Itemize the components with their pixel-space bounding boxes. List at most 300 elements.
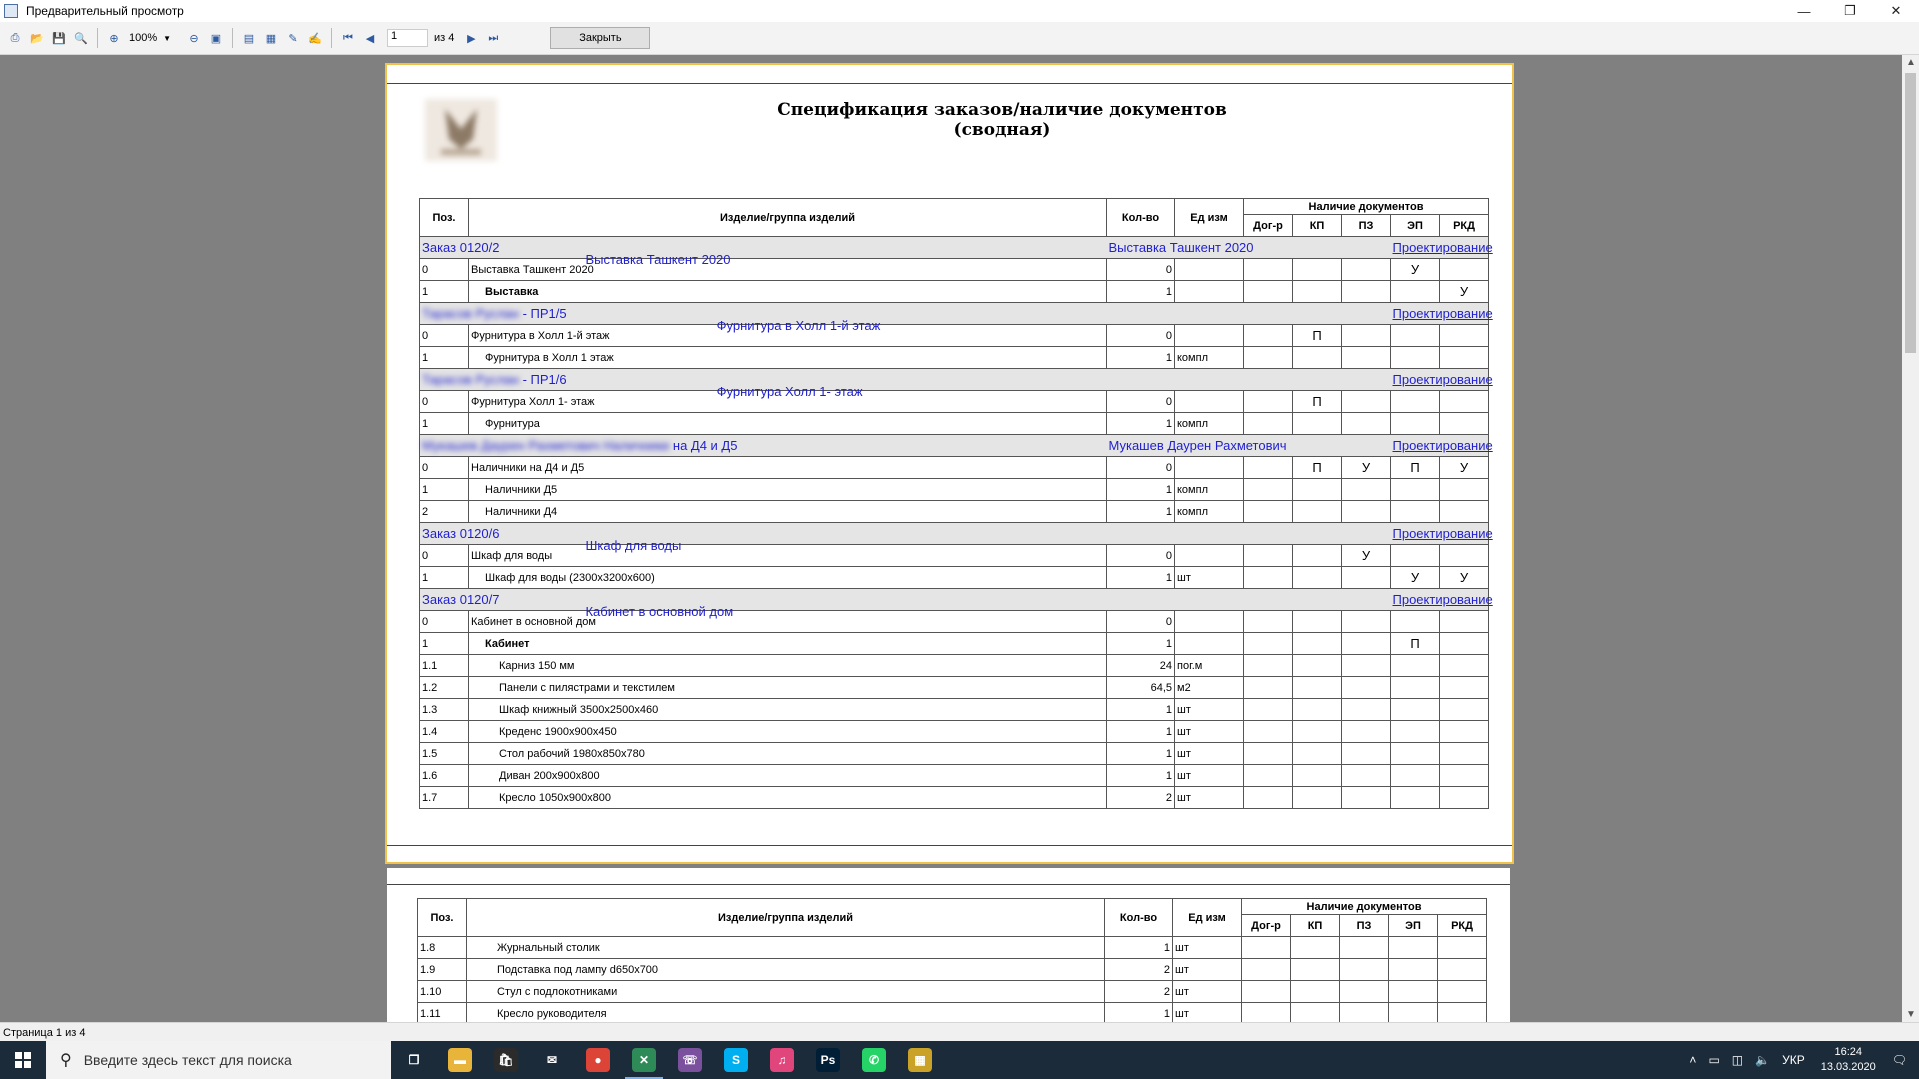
zoom-value: 100%	[129, 32, 158, 44]
order-group-row	[420, 303, 1489, 325]
order-person-cell	[1107, 589, 1391, 611]
rkd-status-cell	[1440, 259, 1489, 281]
kp-status-cell	[1291, 981, 1340, 1003]
kp-status-cell	[1293, 787, 1342, 809]
dog-status-cell	[1244, 545, 1293, 567]
taskbar-app[interactable]	[897, 1041, 943, 1079]
item-cell: Наличники на Д4 и Д5	[469, 457, 1107, 479]
order-name: Фурнитура в Холл 1-й этаж	[716, 318, 881, 333]
search-placeholder: Введите здесь текст для поиска	[83, 1052, 292, 1068]
rkd-status-cell	[1440, 765, 1489, 787]
kp-status-cell: П	[1293, 325, 1342, 347]
qty-cell: 24	[1107, 655, 1175, 677]
report-page-2	[387, 868, 1510, 1028]
ep-status-cell	[1391, 545, 1440, 567]
unit-cell: шт	[1173, 937, 1242, 959]
kp-status-cell	[1293, 655, 1342, 677]
mail-icon: ✉	[540, 1048, 564, 1072]
pz-status-cell	[1342, 699, 1391, 721]
app-icon	[4, 4, 18, 18]
unit-cell: м2	[1175, 677, 1244, 699]
pos-cell: 0	[420, 545, 469, 567]
pos-cell: 1.3	[420, 699, 469, 721]
clock-time: 16:24	[1834, 1046, 1862, 1058]
system-tray	[1683, 1041, 1919, 1079]
order-group-row	[420, 523, 1489, 545]
search-icon: ⚲	[60, 1052, 72, 1069]
order-status-link[interactable]: Проектирование	[1392, 372, 1493, 387]
network-icon[interactable]: ◫	[1731, 1053, 1744, 1067]
col-header-ep: ЭП	[1391, 215, 1440, 237]
table-row	[420, 413, 1489, 435]
kp-status-cell	[1293, 413, 1342, 435]
order-label-cell	[420, 303, 1107, 333]
order-status-link[interactable]: Проектирование	[1392, 592, 1493, 607]
item-cell: Кабинет в основной дом	[469, 611, 1107, 633]
qty-cell: 0	[1107, 391, 1175, 413]
pos-cell: 1	[420, 347, 469, 369]
dog-status-cell	[1244, 611, 1293, 633]
kp-status-cell	[1293, 633, 1342, 655]
taskbar-app[interactable]	[759, 1041, 805, 1079]
taskbar-app[interactable]	[851, 1041, 897, 1079]
page-count-label: из 4	[434, 32, 455, 44]
order-status-link[interactable]: Проектирование	[1392, 438, 1493, 453]
item-cell: Фурнитура в Холл 1-й этаж	[469, 325, 1107, 347]
pos-cell: 1	[420, 479, 469, 501]
pos-cell: 1.9	[418, 959, 467, 981]
taskbar-app[interactable]	[805, 1041, 851, 1079]
item-cell: Шкаф для воды (2300x3200x600)	[469, 567, 1107, 589]
qty-cell: 0	[1107, 611, 1175, 633]
qty-cell: 2	[1105, 959, 1173, 981]
taskbar-app[interactable]	[621, 1041, 667, 1079]
ep-status-cell: У	[1391, 567, 1440, 589]
table-row	[420, 677, 1489, 699]
rkd-status-cell	[1440, 699, 1489, 721]
pos-cell: 1.4	[420, 721, 469, 743]
order-suffix: - ПР1/5	[518, 306, 567, 321]
taskbar-app[interactable]	[713, 1041, 759, 1079]
order-status-cell	[1391, 435, 1493, 457]
unit-cell: шт	[1175, 743, 1244, 765]
scroll-down-icon[interactable]: ▼	[1906, 1009, 1916, 1020]
ep-status-cell	[1391, 721, 1440, 743]
status-text: Страница 1 из 4	[3, 1026, 86, 1039]
margins-icon[interactable]: ▦	[265, 32, 277, 45]
order-name: Фурнитура Холл 1- этаж	[716, 384, 863, 399]
kp-status-cell	[1293, 611, 1342, 633]
qty-cell: 1	[1107, 743, 1175, 765]
rkd-status-cell	[1440, 347, 1489, 369]
vertical-scrollbar[interactable]	[1902, 55, 1919, 1022]
taskbar-app[interactable]	[529, 1041, 575, 1079]
col-header-pz: ПЗ	[1342, 215, 1391, 237]
table-row	[420, 391, 1489, 413]
pos-cell: 1	[420, 633, 469, 655]
itunes-icon: ♫	[770, 1048, 794, 1072]
chrome-icon: ●	[586, 1048, 610, 1072]
dog-status-cell	[1244, 259, 1293, 281]
item-cell: Панели с пилястрами и текстилем	[469, 677, 1107, 699]
table-row	[420, 501, 1489, 523]
scroll-up-icon[interactable]: ▲	[1906, 57, 1916, 68]
file-explorer-icon: ▬	[448, 1048, 472, 1072]
order-group-row	[420, 369, 1489, 391]
order-person-cell: Выставка Ташкент 2020	[1107, 237, 1391, 259]
chevron-up-icon[interactable]: ˄	[1689, 1053, 1697, 1067]
order-status-cell	[1391, 237, 1493, 259]
rkd-status-cell	[1440, 611, 1489, 633]
order-group-row	[420, 435, 1489, 457]
zoom-in-icon[interactable]: ⊕	[109, 32, 119, 45]
order-suffix: на Д4 и Д5	[669, 438, 738, 453]
dog-status-cell	[1244, 413, 1293, 435]
design-icon[interactable]: ✍	[308, 32, 322, 45]
item-cell: Шкаф книжный 3500x2500x460	[469, 699, 1107, 721]
pz-status-cell	[1342, 633, 1391, 655]
zoom-out-icon[interactable]: ⊖	[189, 32, 199, 45]
rkd-status-cell	[1440, 787, 1489, 809]
pos-cell: 1.7	[420, 787, 469, 809]
qty-cell: 1	[1107, 699, 1175, 721]
col-header-pos: Поз.	[420, 199, 469, 237]
kp-status-cell	[1293, 765, 1342, 787]
dog-status-cell	[1244, 457, 1293, 479]
rkd-status-cell	[1440, 633, 1489, 655]
rkd-status-cell	[1440, 743, 1489, 765]
item-cell: Креденс 1900x900x450	[469, 721, 1107, 743]
order-person-cell	[1107, 303, 1391, 325]
pz-status-cell	[1340, 981, 1389, 1003]
last-page-icon[interactable]: ⏭	[488, 31, 499, 44]
col-header-item: Изделие/группа изделий	[467, 899, 1105, 937]
notifications-icon[interactable]: 🗨	[1891, 1053, 1907, 1067]
rkd-status-cell: У	[1440, 567, 1489, 589]
order-status-link[interactable]: Проектирование	[1392, 306, 1493, 321]
ep-status-cell	[1391, 479, 1440, 501]
unit-cell: шт	[1173, 959, 1242, 981]
table-row	[420, 633, 1489, 655]
dog-status-cell	[1244, 391, 1293, 413]
ep-status-cell	[1391, 787, 1440, 809]
col-header-unit: Ед изм	[1173, 899, 1242, 937]
prev-page-icon[interactable]: ◀	[365, 32, 375, 45]
dog-status-cell	[1244, 281, 1293, 303]
order-person-cell	[1107, 523, 1391, 545]
dog-status-cell	[1244, 633, 1293, 655]
qty-cell: 0	[1107, 259, 1175, 281]
unit-cell: шт	[1175, 765, 1244, 787]
table-row	[418, 981, 1487, 1003]
dog-status-cell	[1244, 743, 1293, 765]
rkd-status-cell	[1440, 501, 1489, 523]
table-row	[420, 611, 1489, 633]
col-header-ep: ЭП	[1389, 915, 1438, 937]
order-name: Кабинет в основной дом	[585, 604, 734, 619]
restore-button[interactable]: ❐	[1844, 3, 1856, 18]
pos-cell: 1.6	[420, 765, 469, 787]
qty-cell: 1	[1107, 765, 1175, 787]
unit-cell	[1175, 457, 1244, 479]
ep-status-cell: П	[1391, 633, 1440, 655]
preview-workarea	[0, 55, 1902, 1022]
item-cell: Фурнитура в Холл 1 этаж	[469, 347, 1107, 369]
col-header-docs: Наличие документов	[1244, 199, 1489, 215]
kp-status-cell	[1293, 721, 1342, 743]
kp-status-cell: П	[1293, 391, 1342, 413]
rkd-status-cell	[1440, 413, 1489, 435]
pos-cell: 1.11	[418, 1003, 467, 1025]
rkd-status-cell	[1440, 545, 1489, 567]
qty-cell: 1	[1105, 937, 1173, 959]
pz-status-cell	[1342, 281, 1391, 303]
close-window-button[interactable]: ✕	[1890, 3, 1902, 18]
qty-cell: 1	[1105, 1003, 1173, 1025]
unit-cell	[1175, 281, 1244, 303]
fit-page-icon[interactable]: ▣	[210, 32, 222, 45]
ep-status-cell	[1391, 655, 1440, 677]
col-header-dog: Дог-р	[1244, 215, 1293, 237]
item-cell: Стул с подлокотниками	[467, 981, 1105, 1003]
rkd-status-cell	[1440, 479, 1489, 501]
table-row	[420, 765, 1489, 787]
kp-status-cell	[1293, 545, 1342, 567]
taskbar-app[interactable]	[483, 1041, 529, 1079]
table-row	[420, 787, 1489, 809]
rkd-status-cell	[1440, 391, 1489, 413]
order-group-row	[420, 237, 1489, 259]
pz-status-cell	[1342, 677, 1391, 699]
dog-status-cell	[1244, 567, 1293, 589]
store-icon: 🛍	[494, 1048, 518, 1072]
unit-cell	[1175, 545, 1244, 567]
order-number: Заказ 0120/7	[422, 592, 500, 607]
pz-status-cell: У	[1342, 457, 1391, 479]
item-cell: Подставка под лампу d650x700	[467, 959, 1105, 981]
battery-icon[interactable]: ▭	[1708, 1053, 1720, 1067]
window-title: Предварительный просмотр	[26, 4, 184, 18]
item-cell: Выставка Ташкент 2020	[469, 259, 1107, 281]
order-status-cell	[1391, 523, 1493, 545]
taskbar-app[interactable]	[667, 1041, 713, 1079]
report-title	[687, 100, 1317, 140]
unit-cell	[1175, 391, 1244, 413]
zoom-select[interactable]	[129, 32, 179, 44]
pz-status-cell	[1342, 721, 1391, 743]
minimize-button[interactable]: —	[1797, 3, 1811, 19]
unit-cell	[1175, 325, 1244, 347]
kp-status-cell: П	[1293, 457, 1342, 479]
rkd-status-cell	[1440, 677, 1489, 699]
qty-cell: 1	[1107, 633, 1175, 655]
dog-status-cell	[1244, 787, 1293, 809]
qty-cell: 0	[1107, 545, 1175, 567]
ep-status-cell	[1391, 325, 1440, 347]
taskbar-app[interactable]	[391, 1041, 437, 1079]
rkd-status-cell	[1440, 325, 1489, 347]
spec-table-page2	[417, 898, 1487, 1025]
ep-status-cell	[1389, 937, 1438, 959]
pz-status-cell	[1342, 325, 1391, 347]
windows-logo-icon	[15, 1052, 31, 1068]
app-x-icon: ✕	[632, 1048, 656, 1072]
order-number: Тарасов Руслан	[422, 372, 519, 387]
item-cell: Журнальный столик	[467, 937, 1105, 959]
order-name: Шкаф для воды	[585, 538, 682, 553]
report-title-line2: (сводная)	[953, 120, 1051, 140]
ep-status-cell	[1391, 699, 1440, 721]
dog-status-cell	[1244, 721, 1293, 743]
kp-status-cell	[1293, 567, 1342, 589]
col-header-rkd: РКД	[1440, 215, 1489, 237]
clock[interactable]	[1821, 1045, 1876, 1075]
unit-cell: шт	[1175, 721, 1244, 743]
table-row	[420, 281, 1489, 303]
viber-icon: ☏	[678, 1048, 702, 1072]
table-row	[420, 743, 1489, 765]
item-cell: Выставка	[469, 281, 1107, 303]
qty-cell: 1	[1107, 479, 1175, 501]
pos-cell: 1	[420, 413, 469, 435]
taskbar-app[interactable]	[437, 1041, 483, 1079]
order-person-cell: Мукашев Даурен Рахметович	[1107, 435, 1391, 457]
pz-status-cell	[1342, 567, 1391, 589]
table-row	[418, 937, 1487, 959]
pz-status-cell: У	[1342, 545, 1391, 567]
order-label-cell	[420, 589, 1107, 619]
pz-status-cell	[1342, 787, 1391, 809]
table-row	[420, 457, 1489, 479]
ep-status-cell	[1391, 281, 1440, 303]
kp-status-cell	[1291, 937, 1340, 959]
pz-status-cell	[1342, 413, 1391, 435]
ep-status-cell	[1391, 413, 1440, 435]
open-icon[interactable]: 📂	[30, 32, 44, 45]
item-cell: Кресло 1050x900x800	[469, 787, 1107, 809]
table-row	[420, 655, 1489, 677]
order-status-cell	[1391, 369, 1493, 391]
order-label-cell	[420, 523, 1107, 553]
start-button[interactable]	[0, 1041, 46, 1079]
next-page-icon[interactable]: ▶	[467, 32, 476, 45]
qty-cell: 0	[1107, 325, 1175, 347]
preview-toolbar	[0, 22, 1919, 55]
table-row	[420, 567, 1489, 589]
qty-cell: 1	[1107, 501, 1175, 523]
pz-status-cell	[1342, 347, 1391, 369]
ep-status-cell	[1391, 611, 1440, 633]
find-icon[interactable]: 🔍	[74, 32, 88, 45]
kp-status-cell	[1293, 281, 1342, 303]
scrollbar-thumb[interactable]	[1905, 73, 1916, 353]
item-cell: Наличники Д4	[469, 501, 1107, 523]
order-status-link[interactable]: Проектирование	[1392, 526, 1493, 541]
pos-cell: 1.10	[418, 981, 467, 1003]
col-header-item: Изделие/группа изделий	[469, 199, 1107, 237]
rkd-status-cell	[1438, 981, 1487, 1003]
page-number-input[interactable]: 1	[387, 29, 428, 47]
dog-status-cell	[1242, 981, 1291, 1003]
taskbar-app[interactable]	[575, 1041, 621, 1079]
language-indicator[interactable]: УКР	[1782, 1053, 1805, 1067]
unit-cell: шт	[1173, 981, 1242, 1003]
clock-date: 13.03.2020	[1820, 1061, 1876, 1073]
unit-cell: пог.м	[1175, 655, 1244, 677]
skype-icon: S	[724, 1048, 748, 1072]
col-header-pz: ПЗ	[1340, 915, 1389, 937]
ep-status-cell	[1389, 981, 1438, 1003]
order-status-link[interactable]: Проектирование	[1392, 240, 1493, 255]
order-number: Тарасов Руслан	[422, 306, 519, 321]
rkd-status-cell	[1438, 959, 1487, 981]
save-icon[interactable]: 💾	[52, 32, 66, 45]
order-number: Заказ 0120/2	[422, 240, 500, 255]
dog-status-cell	[1242, 937, 1291, 959]
kp-status-cell	[1293, 479, 1342, 501]
col-header-kp: КП	[1291, 915, 1340, 937]
qty-cell: 1	[1107, 281, 1175, 303]
order-number: Заказ 0120/6	[422, 526, 500, 541]
volume-icon[interactable]: 🔈	[1755, 1053, 1771, 1067]
app-chart-icon: ▦	[908, 1048, 932, 1072]
ep-status-cell	[1391, 501, 1440, 523]
qty-cell: 1	[1107, 413, 1175, 435]
unit-cell: компл	[1175, 347, 1244, 369]
order-status-cell	[1391, 589, 1493, 611]
edit-icon[interactable]: ✎	[288, 32, 298, 45]
print-icon[interactable]: ⎙	[10, 31, 20, 44]
close-preview-button[interactable]: Закрыть	[550, 27, 650, 49]
order-person-cell	[1107, 369, 1391, 391]
ep-status-cell: П	[1391, 457, 1440, 479]
dog-status-cell	[1244, 501, 1293, 523]
order-label-cell	[420, 435, 1107, 457]
table-row	[420, 545, 1489, 567]
whatsapp-icon: ✆	[862, 1048, 886, 1072]
col-header-qty: Кол-во	[1105, 899, 1173, 937]
unit-cell: компл	[1175, 413, 1244, 435]
pz-status-cell	[1342, 259, 1391, 281]
kp-status-cell	[1293, 259, 1342, 281]
item-cell: Фурнитура	[469, 413, 1107, 435]
item-cell: Фурнитура Холл 1- этаж	[469, 391, 1107, 413]
ep-status-cell	[1391, 765, 1440, 787]
pos-cell: 0	[420, 457, 469, 479]
pz-status-cell	[1342, 611, 1391, 633]
report-title-line1: Спецификация заказов/наличие документов	[777, 100, 1227, 120]
page-setup-icon[interactable]: ▤	[243, 32, 255, 45]
taskbar-search-box[interactable]	[46, 1041, 391, 1079]
task-view-icon: ❐	[402, 1048, 426, 1072]
col-header-dog: Дог-р	[1242, 915, 1291, 937]
order-group-row	[420, 589, 1489, 611]
pos-cell: 0	[420, 325, 469, 347]
qty-cell: 2	[1107, 787, 1175, 809]
kp-status-cell	[1293, 347, 1342, 369]
kp-status-cell	[1293, 699, 1342, 721]
pos-cell: 1.1	[420, 655, 469, 677]
table-row	[420, 259, 1489, 281]
qty-cell: 1	[1107, 347, 1175, 369]
kp-status-cell	[1291, 959, 1340, 981]
pos-cell: 1.8	[418, 937, 467, 959]
status-bar	[0, 1022, 1919, 1042]
first-page-icon[interactable]: ⏮	[343, 31, 353, 44]
report-page-1	[385, 63, 1514, 864]
pos-cell: 0	[420, 259, 469, 281]
rkd-status-cell: У	[1440, 457, 1489, 479]
